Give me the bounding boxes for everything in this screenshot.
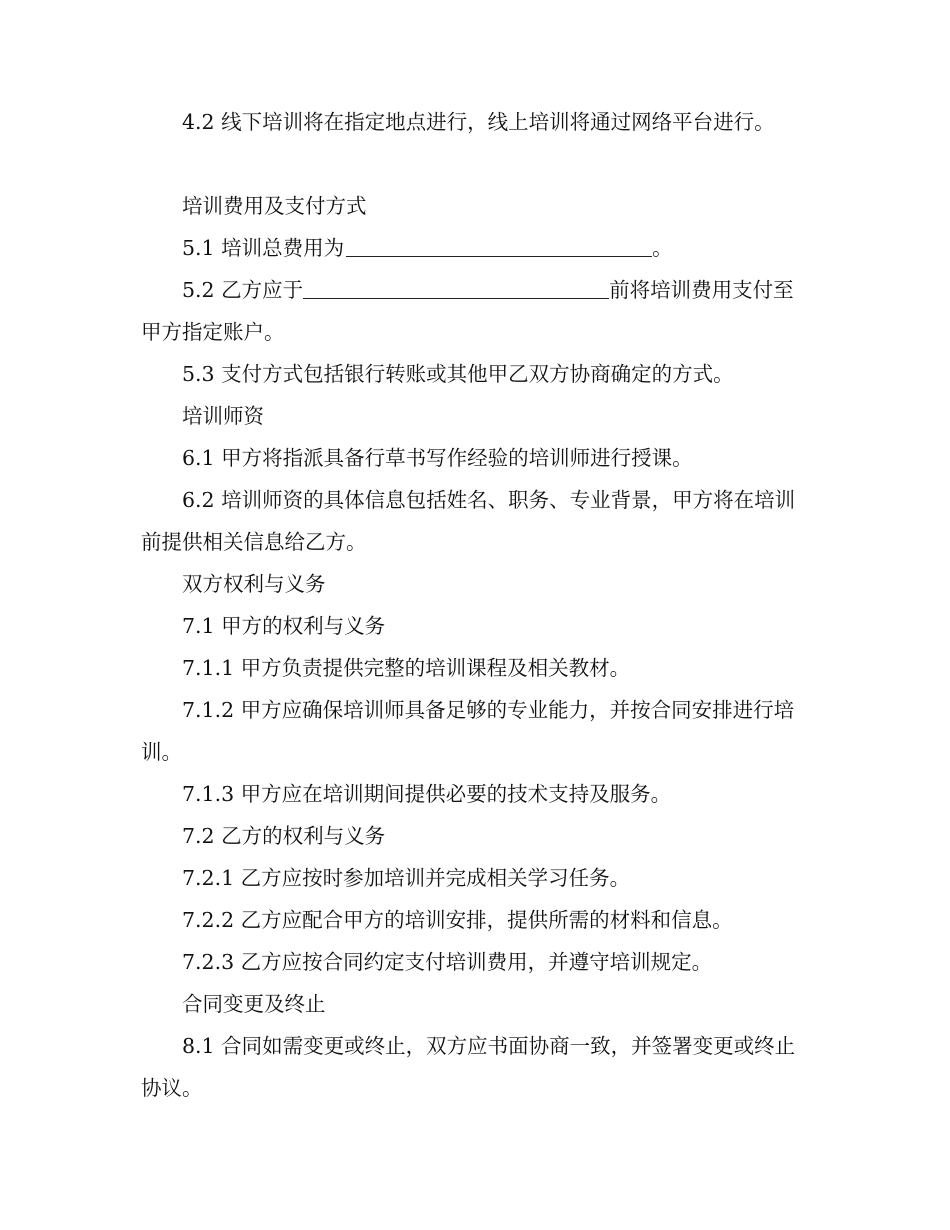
clause-7-2-3: 7.2.3 乙方应按合同约定支付培训费用，并遵守培训规定。 [182,950,713,974]
clause-6-2: 6.2 培训师资的具体信息包括姓名、职务、专业背景，甲方将在培训前提供相关信息给乙方。 [141,488,796,554]
clause-7-1-3: 7.1.3 甲方应在培训期间提供必要的技术支持及服务。 [182,782,672,806]
clause-5-1 [141,228,797,270]
section-heading-trainers: 培训师资 [182,404,264,428]
clause-7-1-2: 7.1.2 甲方应确保培训师具备足够的专业能力，并按合同安排进行培训。 [141,698,795,764]
section-heading-fees: 培训费用及支付方式 [182,194,367,218]
clause-5-3: 5.3 支付方式包括银行转账或其他甲乙双方协商确定的方式。 [182,362,734,386]
section-heading-change-termination: 合同变更及终止 [182,992,326,1016]
clause-7-2-1: 7.2.1 乙方应按时参加培训并完成相关学习任务。 [182,866,631,890]
fill-in-blank-total-fee[interactable] [346,236,652,258]
clause-5-1-text: 5.1 培训总费用为 [182,236,345,260]
clause-5-2 [141,270,797,353]
fill-in-blank-payment-date[interactable] [303,278,609,300]
clause-7-1-1: 7.1.1 甲方负责提供完整的培训课程及相关教材。 [182,656,631,680]
clause-6-1: 6.1 甲方将指派具备行草书写作经验的培训师进行授课。 [182,446,693,470]
clause-7-2: 7.2 乙方的权利与义务 [182,824,386,848]
clause-8-1: 8.1 合同如需变更或终止，双方应书面协商一致，并签署变更或终止协议。 [141,1034,796,1100]
clause-5-2-text: 5.2 乙方应于 [182,278,304,302]
clause-5-1-end: 。 [652,236,673,260]
clause-4-2: 4.2 线下培训将在指定地点进行，线上培训将通过网络平台进行。 [182,110,775,134]
clause-7-2-2: 7.2.2 乙方应配合甲方的培训安排，提供所需的材料和信息。 [182,908,733,932]
section-heading-rights: 双方权利与义务 [182,572,326,596]
clause-7-1: 7.1 甲方的权利与义务 [182,614,386,638]
clause-5-2-end: 前将培训费用支付至甲方指定账户。 [141,278,794,344]
